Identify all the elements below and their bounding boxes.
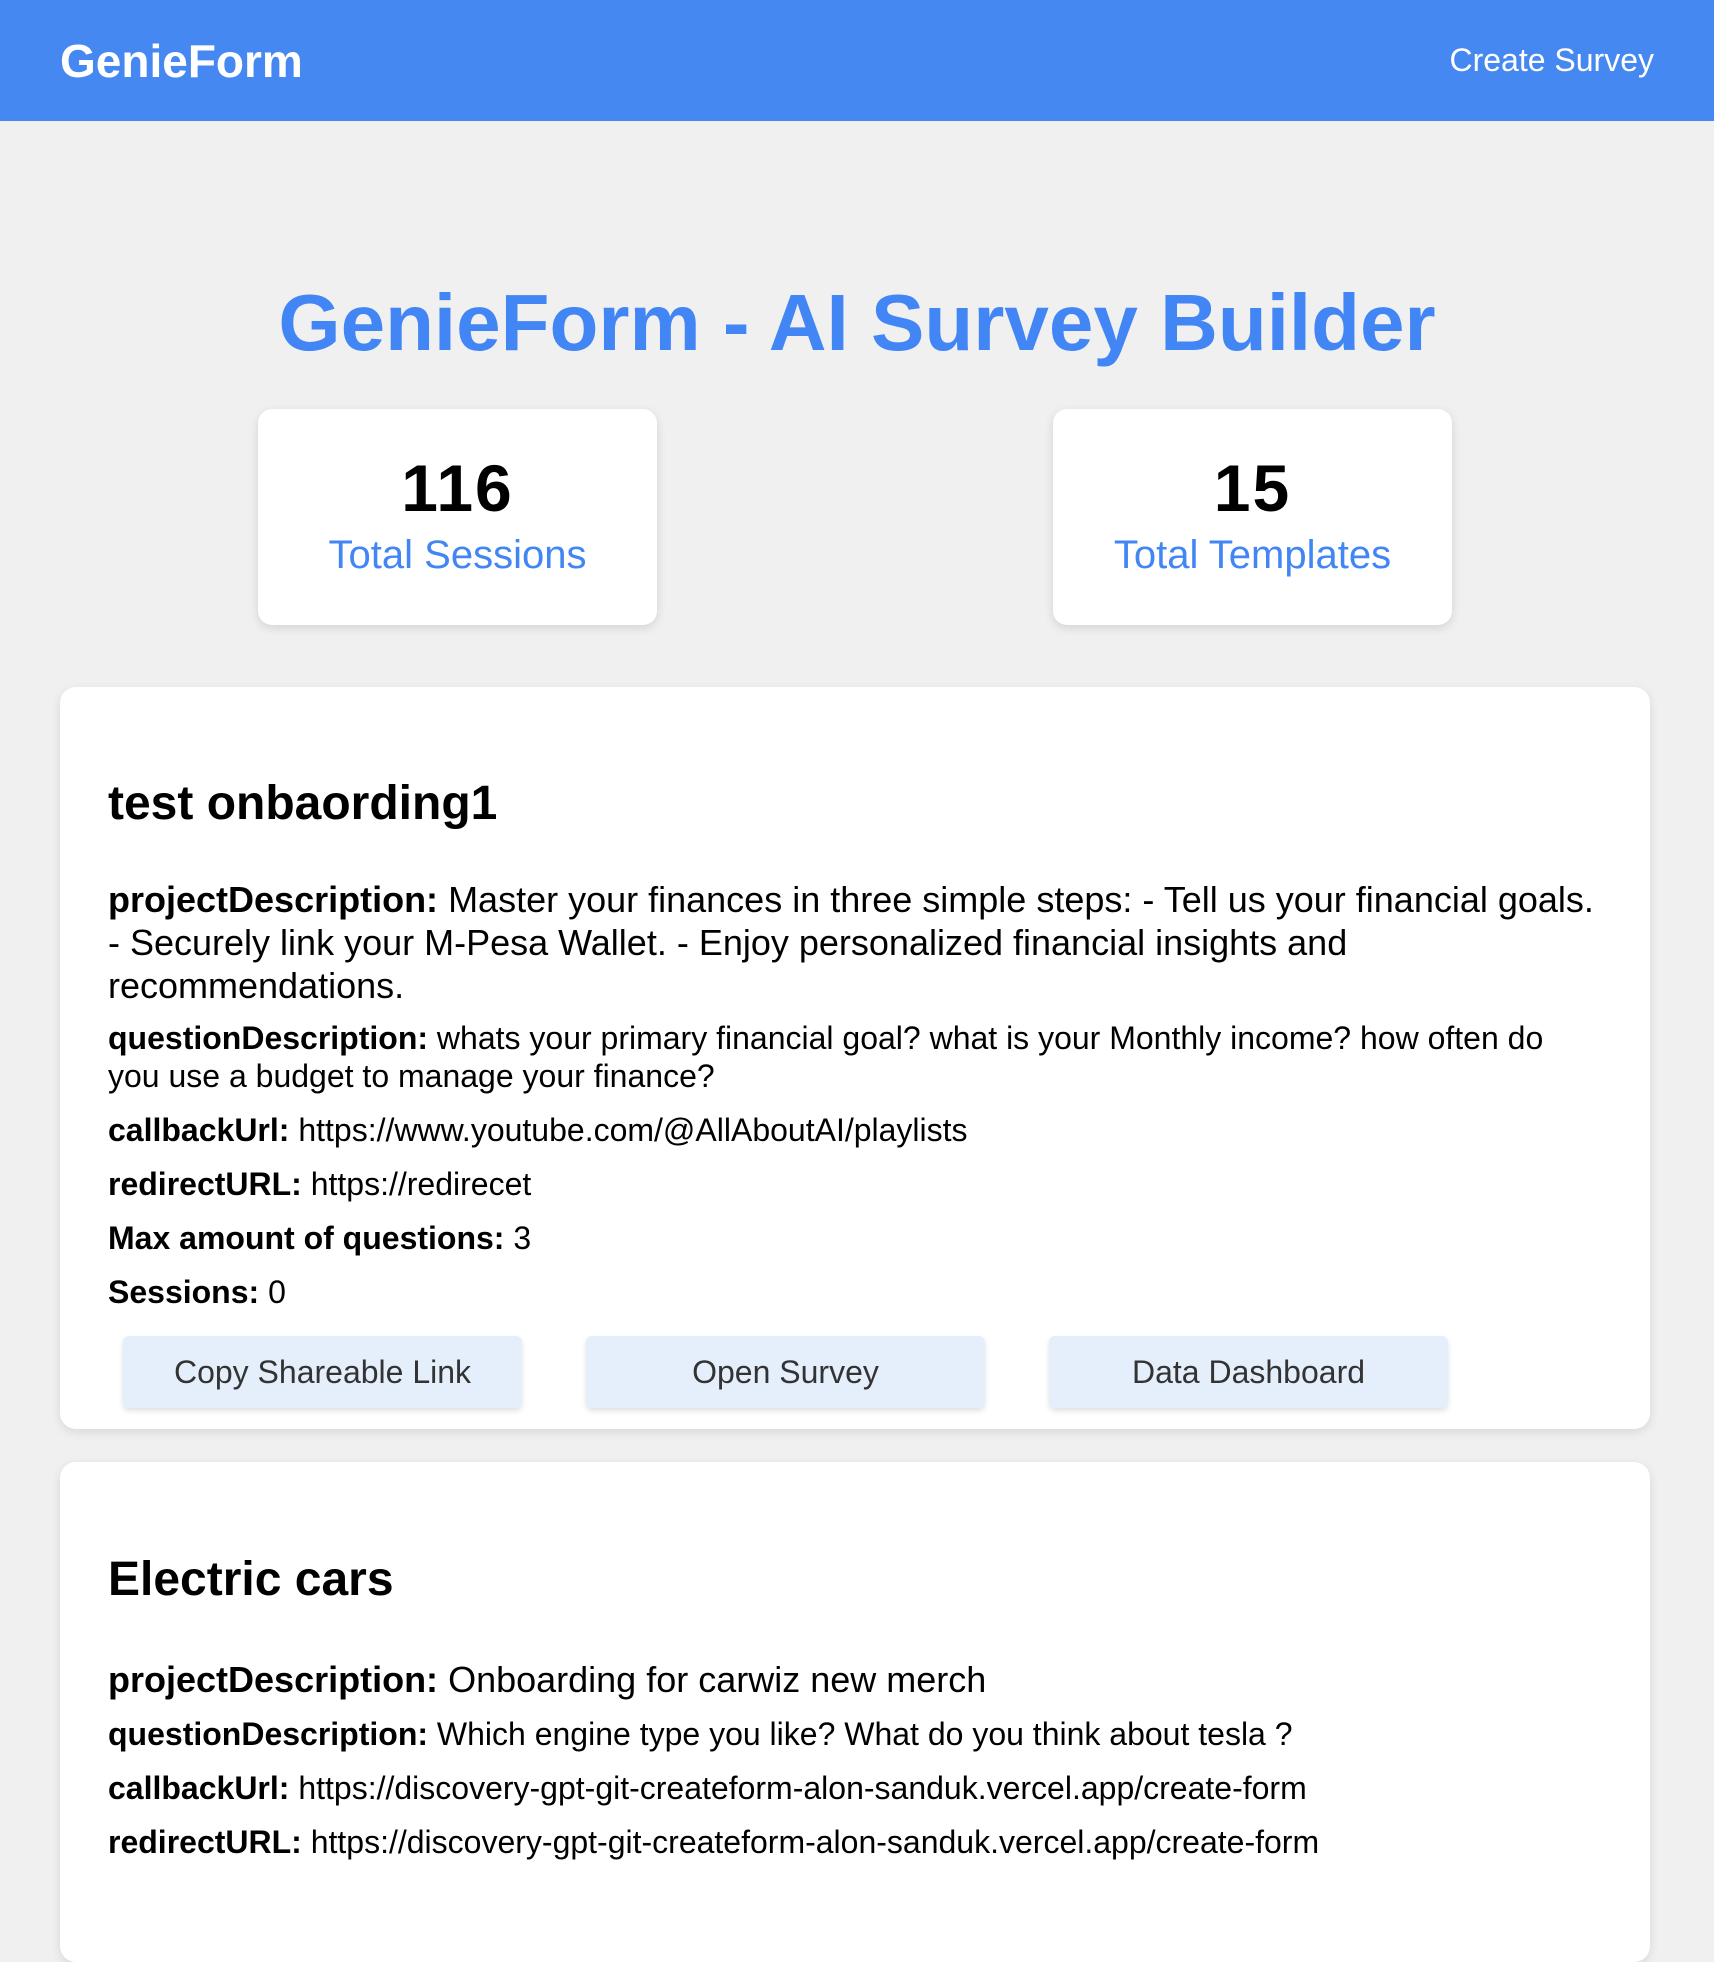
redirect-url bbox=[108, 1165, 1602, 1203]
question-description bbox=[108, 1019, 1602, 1095]
create-survey-link[interactable]: Create Survey bbox=[1449, 42, 1654, 78]
field-value: Master your finances in three simple steps: - Tell us your financial goals. - Securely link your M-Pesa Wallet. - Enjoy personalized financial insights and recommendations. bbox=[108, 879, 1594, 1006]
question-description bbox=[108, 1715, 1602, 1753]
page-title: GenieForm - AI Survey Builder bbox=[278, 278, 1436, 367]
field-value: Onboarding for carwiz new merch bbox=[448, 1659, 987, 1700]
total-templates-card bbox=[1053, 409, 1452, 625]
survey-actions bbox=[108, 1336, 1602, 1408]
field-value: 0 bbox=[268, 1274, 286, 1310]
sessions-count bbox=[108, 1273, 1602, 1311]
field-label: callbackUrl: bbox=[108, 1770, 290, 1806]
redirect-url bbox=[108, 1823, 1602, 1861]
field-value: https://redirecet bbox=[310, 1166, 532, 1202]
field-value: https://discovery-gpt-git-createform-alon-sanduk.vercel.app/create-form bbox=[310, 1824, 1320, 1860]
survey-title: Electric cars bbox=[108, 1553, 394, 1606]
total-templates-label: Total Templates bbox=[1113, 533, 1392, 577]
total-templates-value: 15 bbox=[1213, 451, 1292, 525]
field-label: projectDescription: bbox=[108, 1659, 439, 1700]
field-label: questionDescription: bbox=[108, 1716, 429, 1752]
field-label: redirectURL: bbox=[108, 1166, 302, 1202]
survey-card bbox=[60, 687, 1650, 1429]
field-value: Which engine type you like? What do you think about tesla ? bbox=[436, 1716, 1293, 1752]
field-value: whats your primary financial goal? what is your Monthly income? how often do you use a budget to manage your finance? bbox=[108, 1020, 1544, 1094]
open-survey-button[interactable]: Open Survey bbox=[586, 1336, 985, 1408]
field-label: Sessions: bbox=[108, 1274, 260, 1310]
total-sessions-card bbox=[258, 409, 657, 625]
field-label: redirectURL: bbox=[108, 1824, 302, 1860]
callback-url bbox=[108, 1111, 1602, 1149]
data-dashboard-button[interactable]: Data Dashboard bbox=[1049, 1336, 1448, 1408]
field-label: projectDescription: bbox=[108, 879, 439, 920]
brand-logo-text[interactable]: GenieForm bbox=[60, 34, 303, 87]
field-label: questionDescription: bbox=[108, 1020, 429, 1056]
callback-url bbox=[108, 1769, 1602, 1807]
max-questions bbox=[108, 1219, 1602, 1257]
survey-card bbox=[60, 1462, 1650, 1962]
stats-row bbox=[0, 409, 1714, 625]
total-sessions-label: Total Sessions bbox=[328, 533, 587, 577]
project-description bbox=[108, 878, 1602, 1007]
survey-title: test onbaording1 bbox=[108, 777, 498, 830]
field-label: callbackUrl: bbox=[108, 1112, 290, 1148]
field-value: https://www.youtube.com/@AllAboutAI/playlists bbox=[298, 1112, 968, 1148]
project-description bbox=[108, 1658, 1602, 1701]
top-navbar bbox=[0, 0, 1714, 121]
field-label: Max amount of questions: bbox=[108, 1220, 505, 1256]
field-value: 3 bbox=[513, 1220, 532, 1256]
field-value: https://discovery-gpt-git-createform-alon-sanduk.vercel.app/create-form bbox=[298, 1770, 1307, 1806]
total-sessions-value: 116 bbox=[401, 451, 514, 525]
copy-shareable-link-button[interactable]: Copy Shareable Link bbox=[123, 1336, 522, 1408]
